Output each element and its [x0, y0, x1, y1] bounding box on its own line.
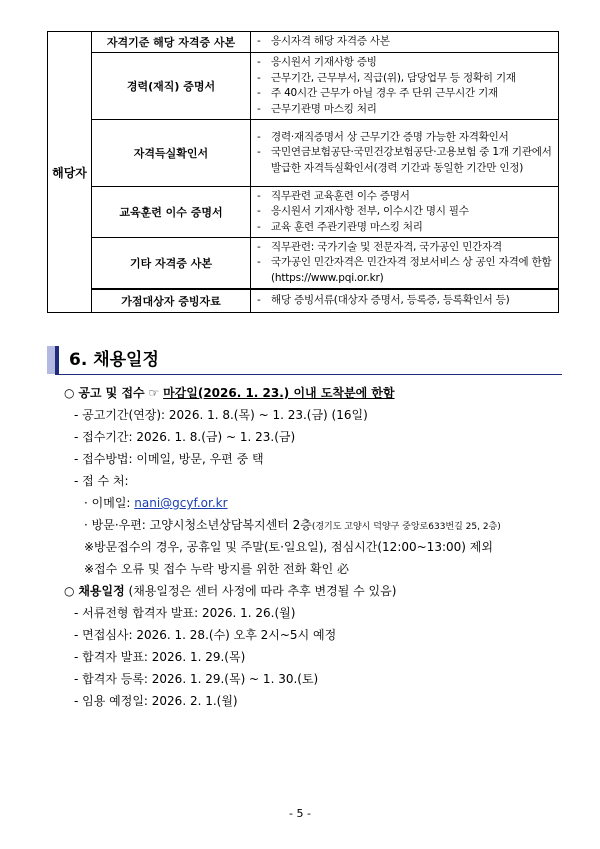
heading-underline: [55, 374, 562, 375]
doc-desc-cell: - 응시자격 해당 자격증 사본: [251, 32, 559, 53]
list-item: - 공고기간(연장): 2026. 1. 8.(목) ~ 1. 23.(금) (16일): [74, 408, 368, 422]
desc-line: 응시원서 기재사항 증빙: [271, 56, 377, 68]
desc-line: 국민연금보험공단·국민건강보험공단·고용보험 중 1개 기관에서 발급한 자격득실확인서(경력 기간과 동일한 기간만 인정): [271, 146, 552, 174]
doc-name-cell: 경력(재직) 증명서: [92, 53, 251, 120]
doc-desc-cell: - 직무관련: 국가기술 및 전문자격, 국가공인 민간자격 - 국가공인 민간자격은 민간자격 정보서비스 상 공인 자격에 한함(https://www.pqi.or.kr): [251, 238, 559, 290]
visit-address: (경기도 고양시 덕양구 중앙로633번길 25, 2층): [311, 522, 501, 532]
doc-desc-cell: - 직무관련 교육훈련 이수 증명서 - 응시원서 기재사항 전부, 이수시간 명시 필수 - 교육 훈련 주관기관명 마스킹 처리: [251, 187, 559, 238]
desc-line: 주 40시간 근무가 아닐 경우 주 단위 근무시간 기재: [271, 87, 498, 99]
list-item: - 합격자 발표: 2026. 1. 29.(목): [74, 650, 246, 664]
desc-line: 근무기간, 근무부서, 직급(위), 담당업무 등 정확히 기재: [271, 71, 516, 84]
doc-desc-cell: - 응시원서 기재사항 증빙 - 근무기간, 근무부서, 직급(위), 담당업무 등 정확히 기재 - 주 40시간 근무가 아닐 경우 주 단위 근무시간 기재 - 근무기관명 마스킹 처리: [251, 53, 559, 120]
table-row: [48, 32, 559, 53]
heading-accent-light: [47, 346, 55, 374]
required-documents-table: [47, 31, 559, 313]
list-item: - 면접심사: 2026. 1. 28.(수) 오후 2시~5시 예정: [74, 628, 337, 642]
note-line: ※접수 오류 및 접수 누락 방지를 위한 전화 확인 必: [84, 562, 350, 576]
bullet-circle: ○: [64, 584, 75, 598]
doc-desc-cell: - 해당 증빙서류(대상자 증명서, 등록증, 등록확인서 등): [251, 289, 559, 313]
desc-line: 국가공인 민간자격은 민간자격 정보서비스 상 공인 자격에 한함(https://www.pqi.or.kr): [271, 256, 552, 284]
pointing-hand-icon: ☞: [148, 386, 160, 400]
list-item: - 서류전형 합격자 발표: 2026. 1. 26.(월): [74, 606, 296, 620]
doc-name-cell: 가점대상자 증빙자료: [92, 289, 251, 313]
desc-line: 근무기관명 마스킹 처리: [271, 102, 377, 115]
page-number: - 5 -: [289, 807, 311, 820]
doc-name-cell: 자격기준 해당 자격증 사본: [92, 32, 251, 53]
group-label-cell: 해당자: [48, 32, 92, 313]
desc-line: 직무관련 교육훈련 이수 증명서: [271, 189, 410, 202]
visit-label: · 방문·우편: 고양시청소년상담복지센터 2층: [84, 518, 312, 532]
doc-desc-cell: - 경력·재직증명서 상 근무기간 증명 가능한 자격확인서 - 국민연금보험공단·국민건강보험공단·고용보험 중 1개 기관에서 발급한 자격득실확인서(경력 기간과 동일한 기간만 인정): [251, 120, 559, 187]
schedule-note: (채용일정은 센터 사정에 따라 추후 변경될 수 있음): [128, 584, 397, 598]
heading-accent-dark: [55, 346, 59, 374]
email-label: · 이메일:: [84, 496, 135, 510]
note-line: ※방문접수의 경우, 공휴일 및 주말(토·일요일), 점심시간(12:00~13:00) 제외: [84, 540, 493, 554]
table-row: [48, 187, 559, 238]
table-row: [48, 238, 559, 290]
table-row: [48, 120, 559, 187]
desc-line: 응시자격 해당 자격증 사본: [271, 35, 390, 48]
section-title: 6. 채용일정: [69, 350, 159, 370]
doc-name-cell: 기타 자격증 사본: [92, 238, 251, 290]
desc-line: 직무관련: 국가기술 및 전문자격, 국가공인 민간자격: [271, 240, 502, 253]
deadline-text: 마감일(2026. 1. 23.) 이내 도착분에 한함: [163, 386, 395, 400]
desc-line: 경력·재직증명서 상 근무기간 증명 가능한 자격확인서: [271, 130, 509, 143]
announce-label: 공고 및 접수: [78, 386, 145, 400]
doc-name-cell: 자격득실확인서: [92, 120, 251, 187]
list-item: - 합격자 등록: 2026. 1. 29.(목) ~ 1. 30.(토): [74, 672, 319, 686]
doc-name-cell: 교육훈련 이수 증명서: [92, 187, 251, 238]
list-item: - 접 수 처:: [74, 474, 129, 488]
list-item: - 임용 예정일: 2026. 2. 1.(월): [74, 694, 238, 708]
announce-heading: [64, 384, 600, 402]
bullet-circle: ○: [64, 386, 75, 400]
desc-line: 교육 훈련 주관기관명 마스킹 처리: [271, 220, 423, 233]
email-link[interactable]: nani@gcyf.or.kr: [134, 496, 228, 510]
section-heading: [47, 345, 562, 375]
schedule-label: 채용일정: [78, 584, 125, 598]
list-item: - 접수기간: 2026. 1. 8.(금) ~ 1. 23.(금): [74, 430, 296, 444]
schedule-heading: [64, 582, 600, 600]
desc-line: 해당 증빙서류(대상자 증명서, 등록증, 등록확인서 등): [271, 294, 510, 307]
visit-line: [84, 516, 600, 536]
desc-line: 응시원서 기재사항 전부, 이수시간 명시 필수: [271, 205, 469, 218]
table-row: [48, 53, 559, 120]
email-line: [84, 494, 600, 512]
list-item: - 접수방법: 이메일, 방문, 우편 중 택: [74, 452, 264, 466]
table-row: [48, 289, 559, 313]
